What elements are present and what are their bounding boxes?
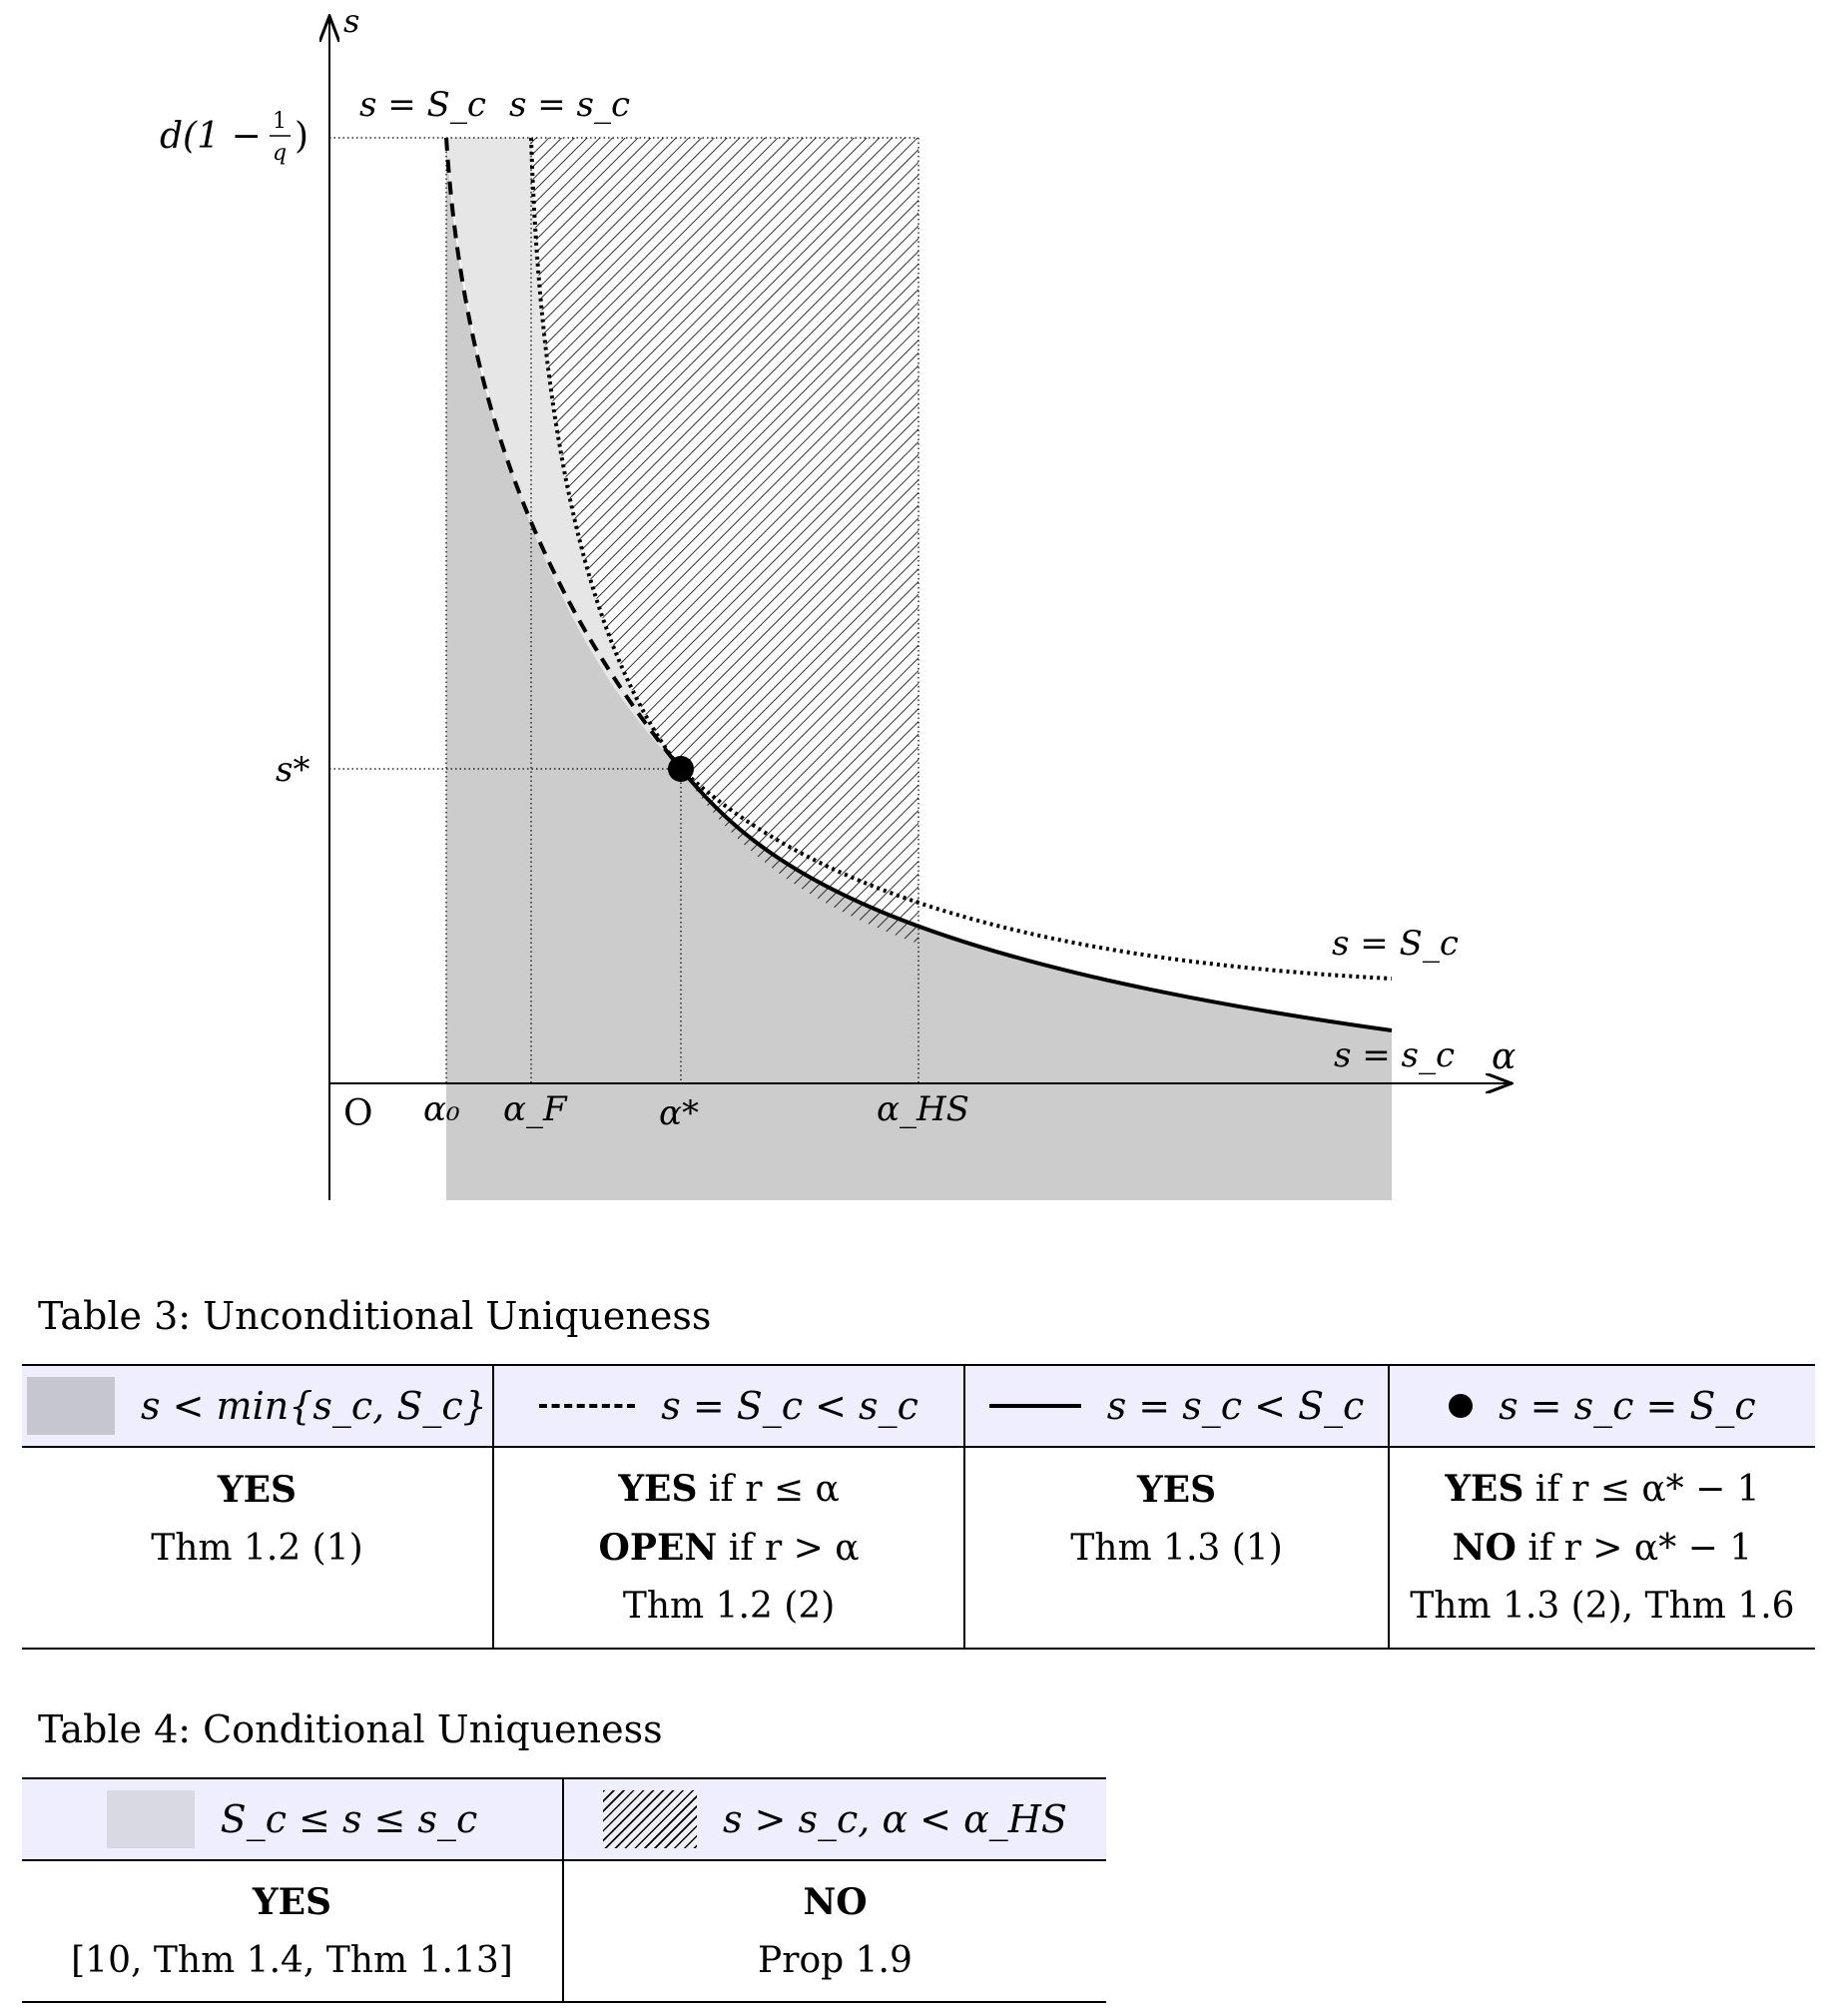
- table4-caption: Table 4: Conditional Uniqueness: [38, 1707, 663, 1751]
- y-tick-top: [160, 109, 308, 166]
- table3-cell-2: YES Thm 1.3 (1): [964, 1447, 1389, 1649]
- y-tick-s-star: s*: [276, 750, 310, 790]
- table4-header-row: [22, 1778, 1106, 1860]
- dashed-line-swatch: [539, 1404, 635, 1408]
- solid-line-swatch: [989, 1404, 1081, 1408]
- table4-header-light: S_c ≤ s ≤ s_c: [22, 1778, 563, 1860]
- hatch-swatch: [603, 1790, 697, 1848]
- x-tick-alphaHS: α_HS: [877, 1089, 969, 1129]
- dot-swatch: [1449, 1394, 1473, 1418]
- table4-cell-1: NO Prop 1.9: [563, 1860, 1106, 2002]
- table3-cell-0: YES Thm 1.2 (1): [22, 1447, 493, 1649]
- table3-caption: Table 3: Unconditional Uniqueness: [38, 1294, 712, 1338]
- origin-label: O: [343, 1093, 373, 1134]
- table3-cell-3: YES if r ≤ α* − 1 NO if r > α* − 1 Thm 1.3 (2), Thm 1.6: [1389, 1447, 1815, 1649]
- table4-cell-0: YES [10, Thm 1.4, Thm 1.13]: [22, 1860, 563, 2002]
- svg-text:q: q: [272, 141, 288, 166]
- x-axis-label: α: [1492, 1036, 1517, 1077]
- table3-header-solid: s = s_c < S_c: [964, 1365, 1389, 1447]
- table3-header-row: [22, 1365, 1815, 1447]
- table3-body-row: [22, 1447, 1815, 1649]
- table4: [22, 1777, 1106, 2003]
- svg-text:d(1 −: d(1 −: [160, 116, 262, 157]
- x-tick-alpha0: α₀: [423, 1089, 460, 1129]
- table4-header-hatched: s > s_c, α < α_HS: [563, 1778, 1106, 1860]
- x-tick-alphaF: α_F: [503, 1089, 567, 1129]
- table3-header-gray: s < min{s_c, S_c}: [22, 1365, 493, 1447]
- table3-header-dot: s = s_c = S_c: [1389, 1365, 1815, 1447]
- right-label-Sc: s = S_c: [1332, 924, 1459, 964]
- table3-cell-1: YES if r ≤ α OPEN if r > α Thm 1.2 (2): [493, 1447, 964, 1649]
- top-label-sc: s = s_c: [509, 85, 631, 125]
- gray-swatch: [27, 1377, 115, 1435]
- right-label-sc: s = s_c: [1334, 1035, 1456, 1075]
- svg-text:): ): [295, 116, 309, 157]
- light-gray-swatch: [107, 1790, 195, 1848]
- y-axis-label: s: [343, 2, 360, 40]
- table3: [22, 1364, 1815, 1650]
- table3-header-dashed: s = S_c < s_c: [493, 1365, 964, 1447]
- critical-point: [668, 756, 694, 782]
- top-label-Sc: s = S_c: [359, 85, 486, 125]
- svg-text:1: 1: [273, 109, 287, 134]
- table4-body-row: [22, 1860, 1106, 2002]
- x-tick-alpha-star: α*: [659, 1093, 699, 1133]
